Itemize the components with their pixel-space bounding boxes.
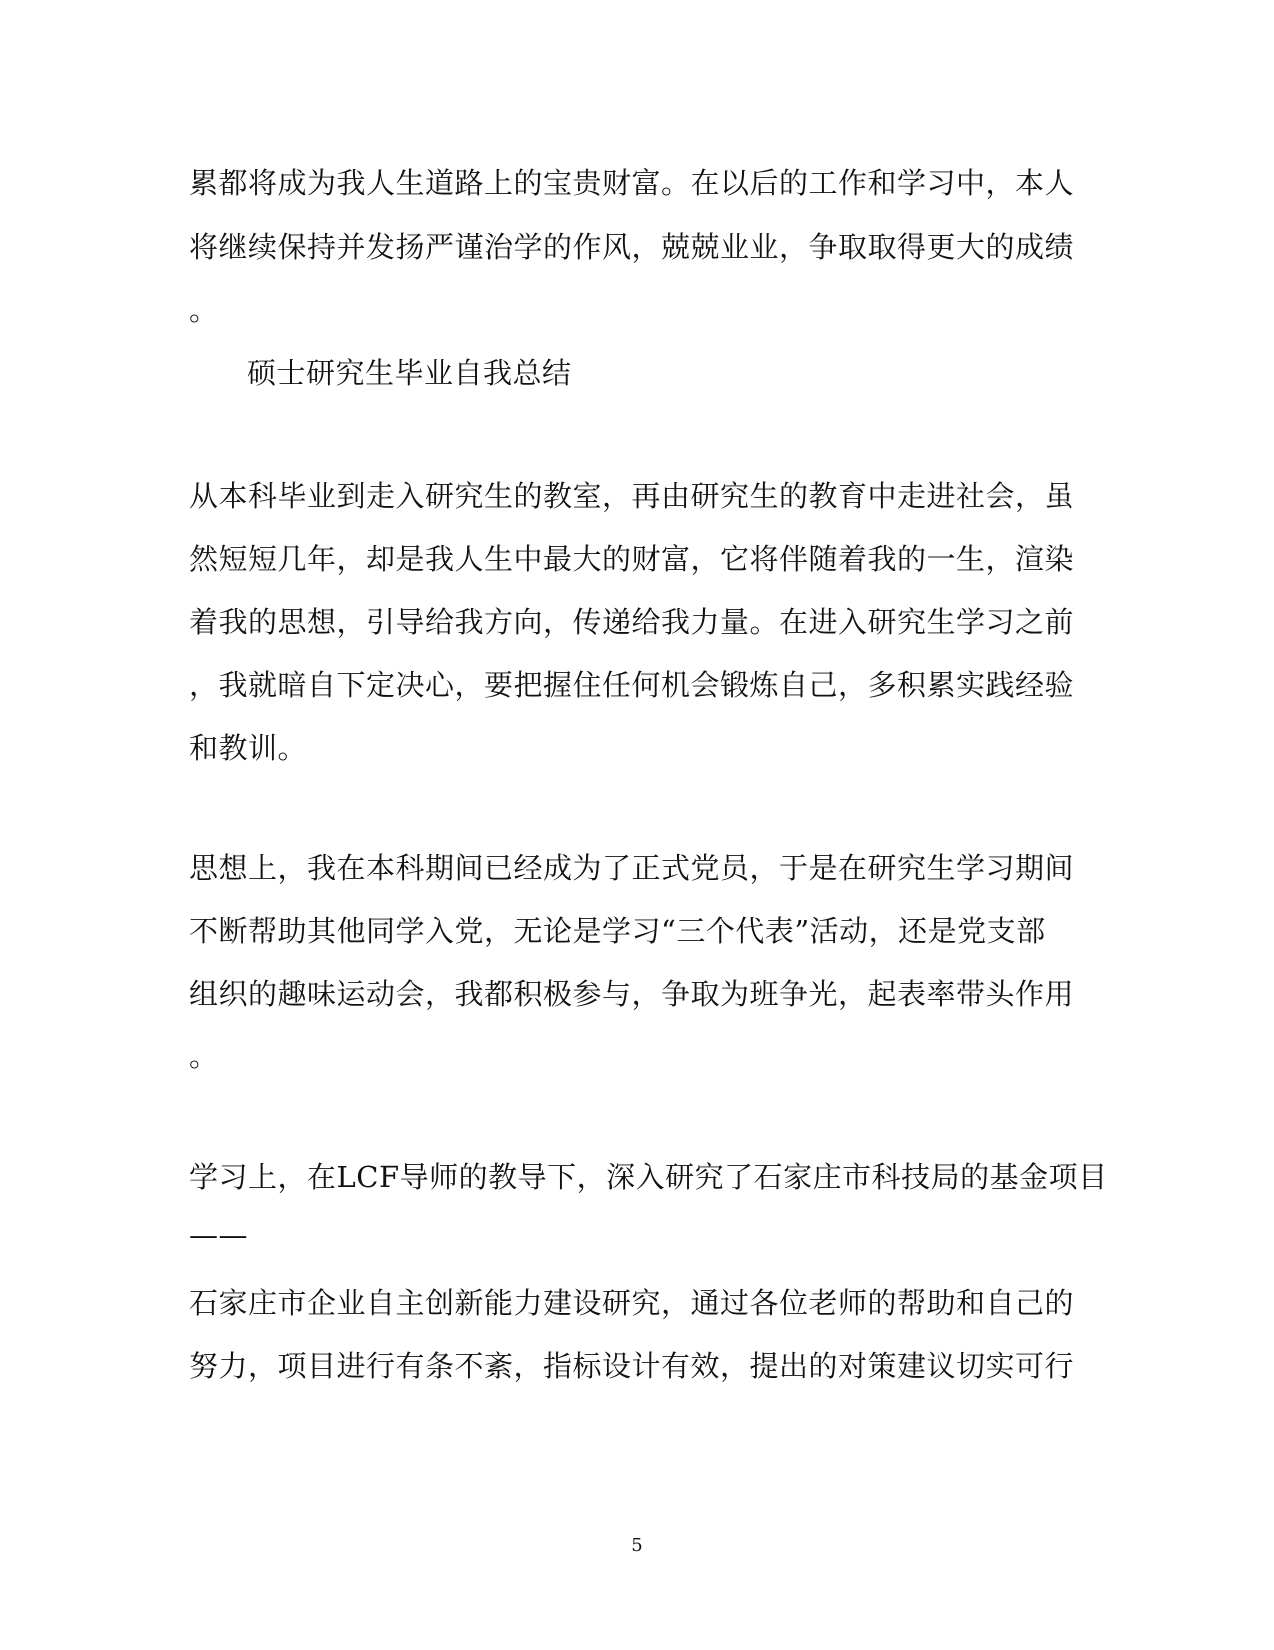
section-heading: 硕士研究生毕业自我总结	[247, 356, 572, 390]
paragraph-line: 和教训。	[189, 731, 308, 765]
paragraph-line: 思想上，我在本科期间已经成为了正式党员，于是在研究生学习期间	[189, 851, 1075, 885]
paragraph-line: 组织的趣味运动会，我都积极参与，争取为班争光，起表率带头作用	[189, 977, 1075, 1011]
paragraph-line: 石家庄市企业自主创新能力建设研究，通过各位老师的帮助和自己的	[189, 1286, 1075, 1320]
paragraph-line: 努力，项目进行有条不紊，指标设计有效，提出的对策建议切实可行	[189, 1349, 1075, 1383]
paragraph-line: ——	[189, 1218, 248, 1252]
paragraph-line: 。	[189, 1039, 219, 1073]
paragraph-line: 将继续保持并发扬严谨治学的作风，兢兢业业，争取取得更大的成绩	[189, 230, 1075, 264]
paragraph-line: 不断帮助其他同学入党，无论是学习“三个代表”活动，还是党支部	[189, 914, 1046, 948]
paragraph-line: 从本科毕业到走入研究生的教室，再由研究生的教育中走进社会，虽	[189, 479, 1075, 513]
paragraph-line: 。	[189, 293, 219, 327]
page-number: 5	[631, 1535, 643, 1556]
paragraph-line: ，我就暗自下定决心，要把握住任何机会锻炼自己，多积累实践经验	[189, 668, 1075, 702]
paragraph-line: 学习上，在LCF导师的教导下，深入研究了石家庄市科技局的基金项目	[189, 1160, 1108, 1194]
paragraph-line: 累都将成为我人生道路上的宝贵财富。在以后的工作和学习中，本人	[189, 166, 1075, 200]
paragraph-line: 着我的思想，引导给我方向，传递给我力量。在进入研究生学习之前	[189, 605, 1075, 639]
paragraph-line: 然短短几年，却是我人生中最大的财富，它将伴随着我的一生，渲染	[189, 542, 1075, 576]
